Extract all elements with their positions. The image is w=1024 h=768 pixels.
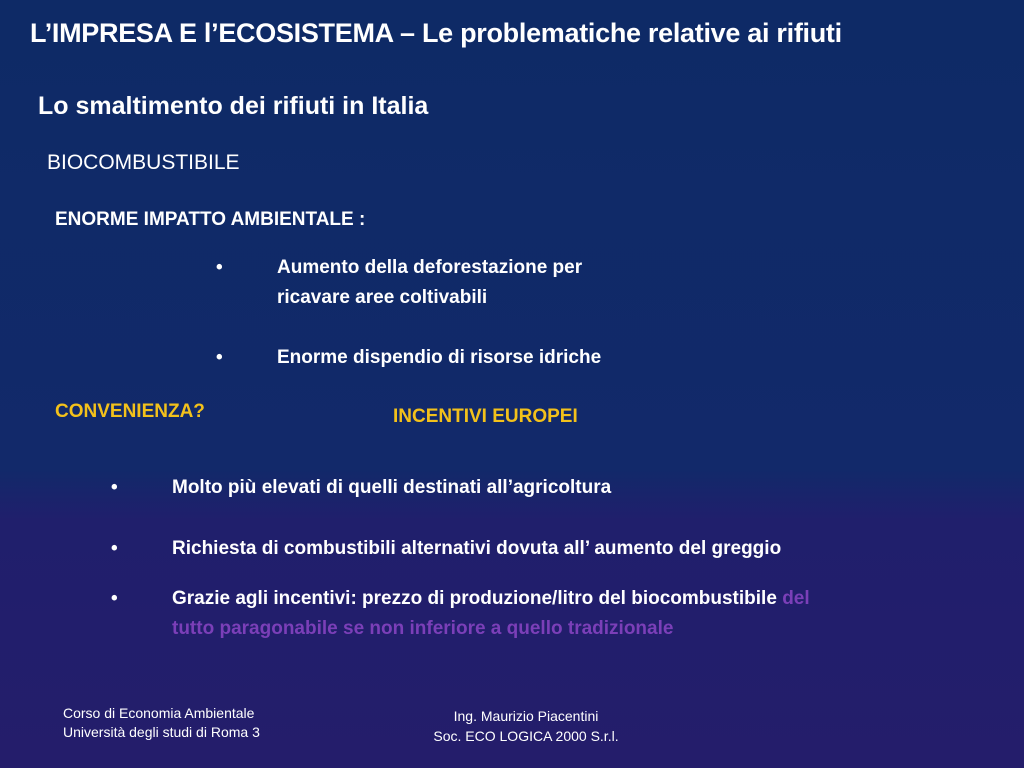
topic-label: BIOCOMBUSTIBILE: [47, 151, 240, 174]
bullet-dot: •: [216, 347, 223, 368]
incentives-label: INCENTIVI EUROPEI: [393, 406, 578, 427]
footer-university: Università degli studi di Roma 3: [63, 724, 260, 740]
footer-company: Soc. ECO LOGICA 2000 S.r.l.: [433, 728, 619, 744]
impact-heading: ENORME IMPATTO AMBIENTALE :: [55, 209, 366, 230]
impact-bullet-line: Aumento della deforestazione per: [277, 257, 583, 278]
price-text-highlight-line2: tutto paragonabile se non inferiore a quello tradizionale: [172, 618, 674, 639]
footer-author: [398, 706, 654, 746]
bullet-dot: •: [216, 257, 223, 278]
impact-bullet-water: [216, 343, 676, 373]
incentive-bullet-line: [172, 584, 810, 614]
impact-bullet-deforestation: [216, 253, 676, 313]
price-text-white: Grazie agli incentivi: prezzo di produzione/litro del biocombustibile: [172, 588, 777, 609]
impact-bullet-line: ricavare aree coltivabili: [277, 287, 488, 308]
bullet-dot: •: [111, 477, 118, 498]
impact-bullet-line: Enorme dispendio di risorse idriche: [277, 347, 602, 368]
footer-course-name: Corso di Economia Ambientale: [63, 705, 255, 721]
incentive-bullet-demand: [111, 534, 911, 564]
footer-course: [63, 704, 260, 742]
slide-subtitle: Lo smaltimento dei rifiuti in Italia: [38, 92, 429, 120]
bullet-dot: •: [111, 538, 118, 559]
incentive-bullet-line: Richiesta di combustibili alternativi dovuta all’ aumento del greggio: [172, 538, 782, 559]
convenience-label: CONVENIENZA?: [55, 401, 205, 422]
incentive-bullet-higher: [111, 473, 911, 503]
bullet-dot: •: [111, 588, 118, 609]
incentive-bullet-line: Molto più elevati di quelli destinati all’agricoltura: [172, 477, 612, 498]
incentive-bullet-price: [111, 584, 951, 644]
price-text-highlight: del: [782, 588, 810, 609]
slide-title: L’IMPRESA E l’ECOSISTEMA – Le problematiche relative ai rifiuti: [30, 18, 842, 48]
footer-author-name: Ing. Maurizio Piacentini: [453, 708, 599, 724]
